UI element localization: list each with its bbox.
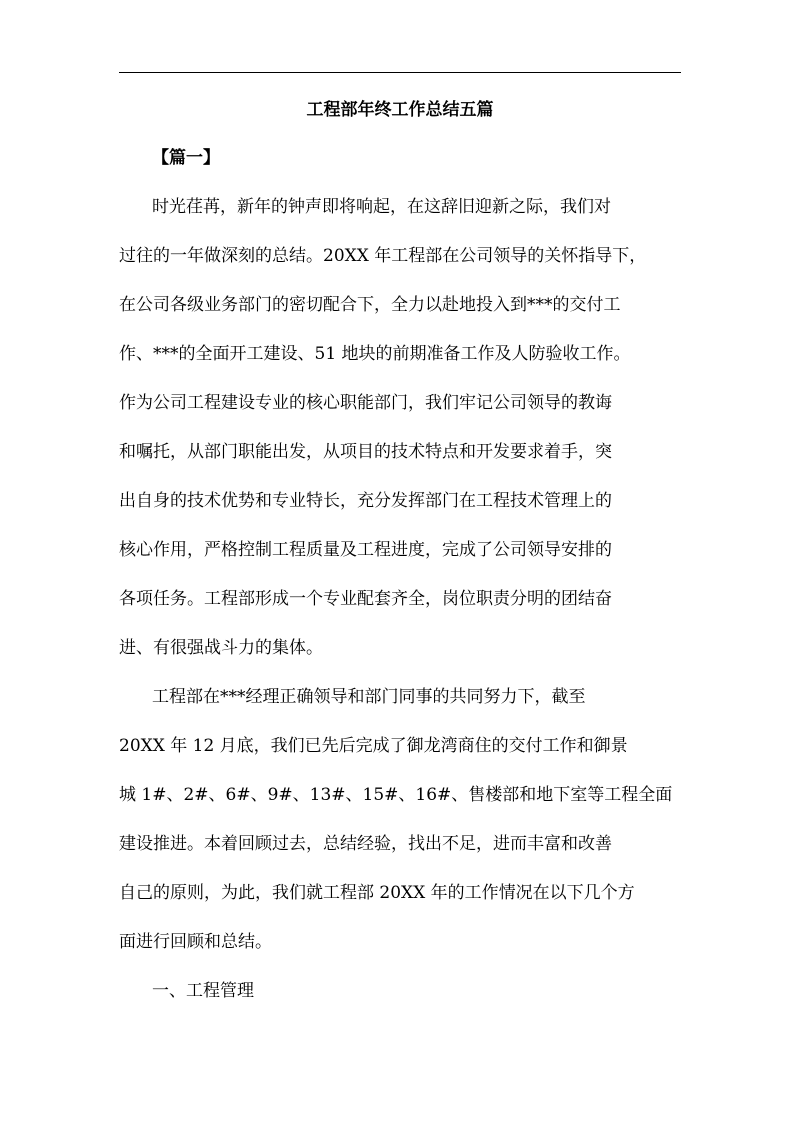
paragraph-1-line: 核心作用，严格控制工程质量及工程进度，完成了公司领导安排的 xyxy=(119,540,612,560)
paragraph-1-line: 过往的一年做深刻的总结。20XX 年工程部在公司领导的关怀指导下， xyxy=(119,246,647,266)
paragraph-1-line: 作为公司工程建设专业的核心职能部门，我们牢记公司领导的教诲 xyxy=(119,393,612,413)
document-title: 工程部年终工作总结五篇 xyxy=(306,100,494,120)
section-heading: 一、工程管理 xyxy=(152,981,254,1001)
section-label: 【篇一】 xyxy=(152,148,220,168)
paragraph-2-line: 建设推进。本着回顾过去，总结经验，找出不足，进而丰富和改善 xyxy=(119,834,612,854)
paragraph-1-line: 出自身的技术优势和专业特长，充分发挥部门在工程技术管理上的 xyxy=(119,491,612,511)
paragraph-2-line: 工程部在***经理正确领导和部门同事的共同努力下，截至 xyxy=(152,687,586,707)
paragraph-1-line: 作、***的全面开工建设、51 地块的前期准备工作及人防验收工作。 xyxy=(119,344,631,364)
paragraph-1-line: 在公司各级业务部门的密切配合下，全力以赴地投入到***的交付工 xyxy=(119,295,621,315)
paragraph-1-line: 时光荏苒，新年的钟声即将响起，在这辞旧迎新之际，我们对 xyxy=(152,197,611,217)
header-rule xyxy=(119,72,681,73)
paragraph-1-line: 进、有很强战斗力的集体。 xyxy=(119,638,323,658)
paragraph-2-line: 面进行回顾和总结。 xyxy=(119,932,272,952)
paragraph-2-line: 城 1#、2#、6#、9#、13#、15#、16#、售楼部和地下室等工程全面 xyxy=(119,785,673,805)
paragraph-2-line: 20XX 年 12 月底，我们已先后完成了御龙湾商住的交付工作和御景 xyxy=(119,736,628,756)
paragraph-1-line: 和嘱托，从部门职能出发，从项目的技术特点和开发要求着手，突 xyxy=(119,442,612,462)
paragraph-2-line: 自己的原则，为此，我们就工程部 20XX 年的工作情况在以下几个方 xyxy=(119,883,635,903)
paragraph-1-line: 各项任务。工程部形成一个专业配套齐全，岗位职责分明的团结奋 xyxy=(119,589,612,609)
